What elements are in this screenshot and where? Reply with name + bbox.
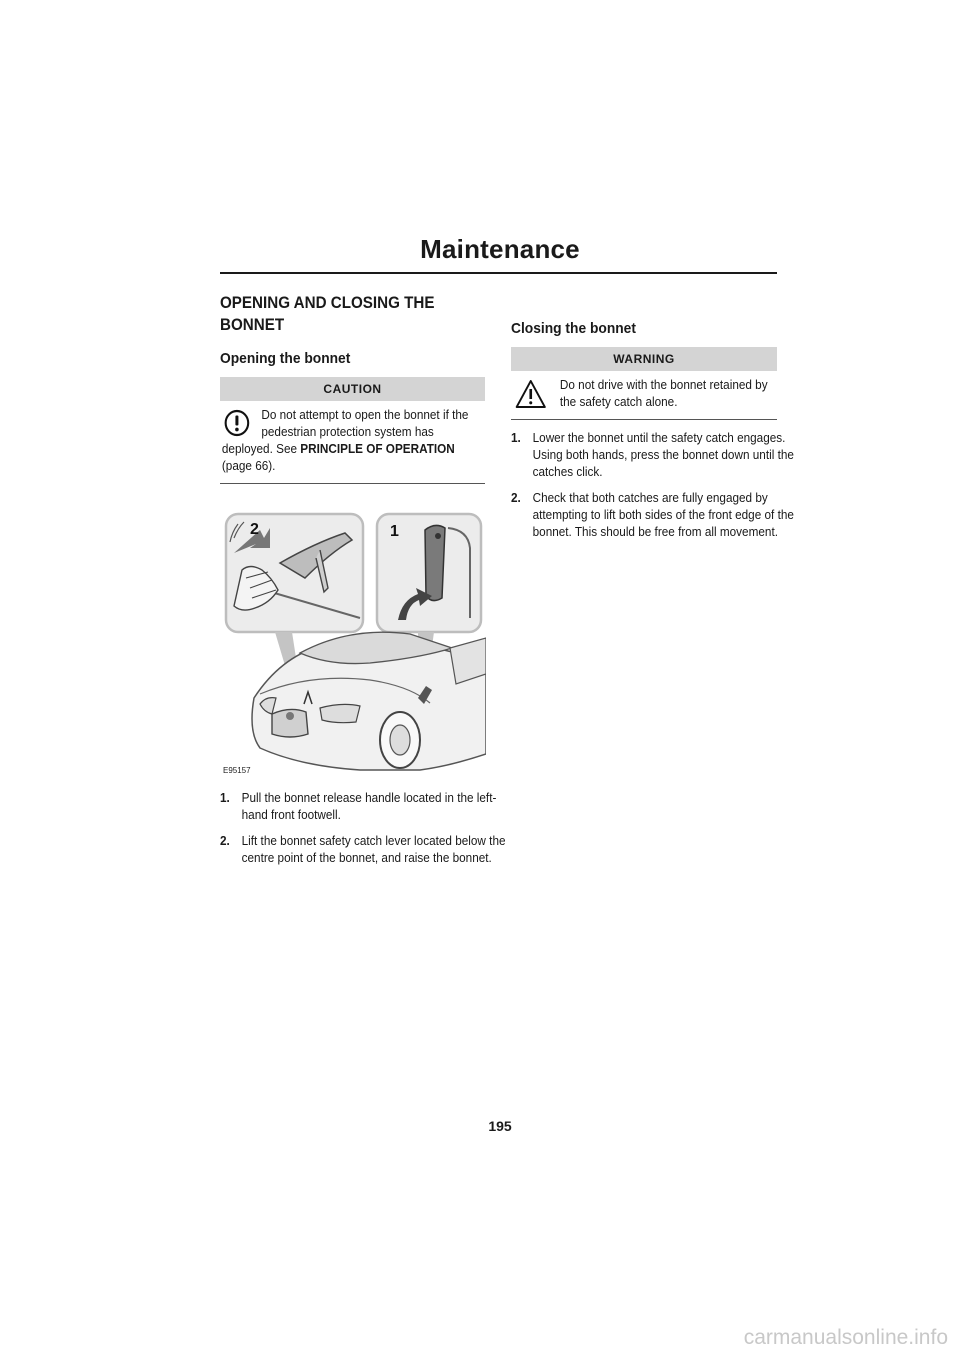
warning-box [511, 347, 777, 420]
watermark: carmanualsonline.info [743, 1326, 948, 1349]
warning-body [511, 371, 780, 419]
list-item: 2. Check that both catches are fully engaged by attempting to lift both sides of the front edge of the bonnet. This should be free from all movement. [511, 491, 794, 539]
caution-page-ref: (page 66). [221, 459, 276, 473]
caution-box [220, 377, 485, 484]
caution-text: Do not attempt to open the bonnet if the pedestrian protection system has deployed. See [221, 408, 469, 456]
callout-2: 2 [250, 521, 259, 538]
section-title: OPENING AND CLOSING THE BONNET [220, 294, 435, 334]
caution-label: CAUTION [220, 377, 485, 401]
list-item: 1. Pull the bonnet release handle located in the left-hand front footwell. [220, 791, 497, 822]
subsection-title-closing: Closing the bonnet [511, 320, 636, 337]
header-divider [220, 272, 777, 274]
bonnet-release-illustration [220, 508, 486, 780]
opening-steps [220, 790, 506, 867]
warning-text: Do not drive with the bonnet retained by the safety catch alone. [559, 378, 768, 409]
headlight [320, 704, 360, 722]
warning-label: WARNING [511, 347, 777, 371]
right-column [511, 292, 794, 550]
figure-code: E95157 [223, 766, 251, 775]
page-number: 195 [488, 1118, 512, 1134]
callout-1: 1 [390, 523, 399, 540]
list-item: 2. Lift the bonnet safety catch lever located below the centre point of the bonnet, and raise the bonnet. [220, 834, 506, 865]
caution-icon [224, 409, 252, 439]
bonnet-illustration-svg [220, 508, 486, 780]
caution-link[interactable]: PRINCIPLE OF OPERATION [300, 442, 455, 456]
page-title: Maintenance [420, 234, 580, 264]
warning-icon [515, 379, 547, 409]
list-item: 1. Lower the bonnet until the safety catch engages. Using both hands, press the bonnet down until the catches click. [511, 431, 794, 479]
subsection-title-opening: Opening the bonnet [220, 350, 351, 367]
closing-steps [511, 430, 794, 541]
left-column [220, 292, 506, 876]
caution-body [220, 401, 489, 483]
